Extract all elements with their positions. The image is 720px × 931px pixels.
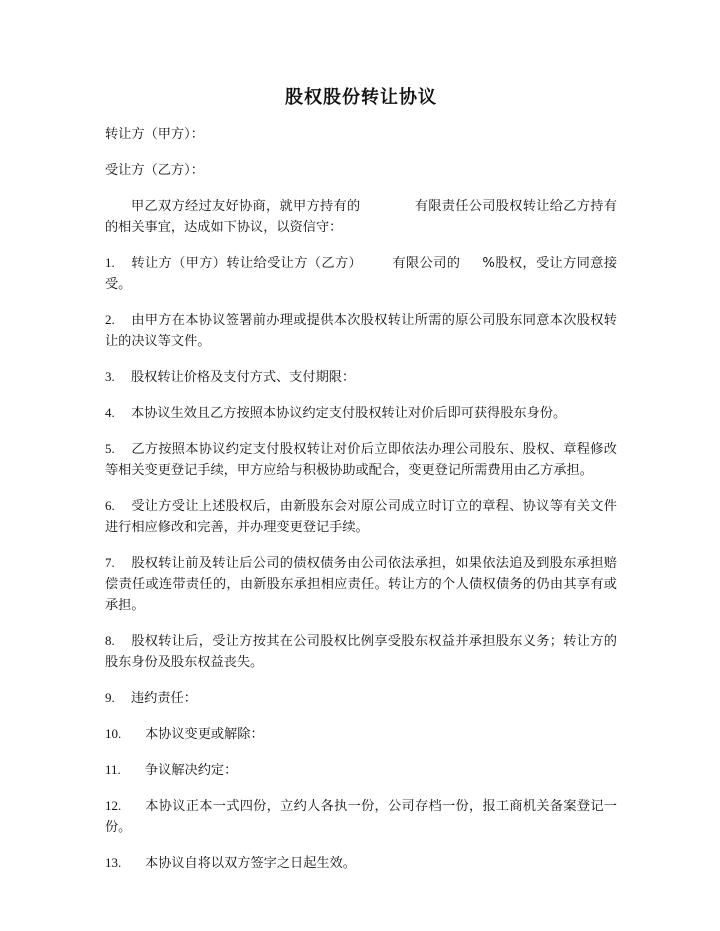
clause-text: 乙方按照本协议约定支付股权转让对价后立即依法办理公司股东、股权、章程修改等相关变更登记手续，甲方应给与积极协助或配合，变更登记所需费用由乙方承担。 [105,442,617,478]
clause-7 [105,552,617,616]
transferee-line: 受让方（乙方）： [105,163,204,178]
clause-2 [105,309,617,352]
clause-number: 11. [105,762,121,777]
clause-6 [105,495,617,538]
clause-text: 违约责任： [131,691,197,706]
clause-3 [105,366,617,388]
clause-13 [105,852,617,874]
clause-text: 本协议生效且乙方按照本协议约定支付股权转让对价后即可获得股东身份。 [131,406,567,421]
clause-text: 争议解决约定： [145,763,238,778]
clause-10 [105,723,617,745]
clause-number: 6. [105,498,115,513]
clause-1 [105,252,617,295]
clause-12 [105,795,617,838]
clause-number: 12. [105,798,122,813]
clause-text: 本协议自将以双方签字之日起生效。 [145,856,356,871]
clause-8 [105,630,617,673]
clause-text: 本协议变更或解除： [145,727,264,742]
clause-text: 股权转让价格及支付方式、支付期限： [131,370,356,385]
clause-number: 10. [105,726,122,741]
clause-number: 2. [105,312,115,327]
document-page [105,86,617,888]
clause-number: 13. [105,855,122,870]
clause-text: 转让方（甲方）转让给受让方（乙方） [131,256,363,271]
clause-number: 5. [105,441,115,456]
clause-number: 3. [105,369,115,384]
clause-number: 7. [105,555,115,570]
clause-number: 9. [105,690,115,705]
intro-part2: 有限责任公司股权转让给乙方持有的相关事宜，达成如下协议，以资信守： [105,199,617,235]
clause-text: %股权，受让方同意接受。 [105,256,618,292]
clause-number: 8. [105,633,115,648]
clause-text: 由甲方在本协议签署前办理或提供本次股权转让所需的原公司股东同意本次股权转让的决议等文件。 [105,313,617,349]
clause-text: 股权转让后，受让方按其在公司股权比例享受股东权益并承担股东义务；转让方的股东身份及股东权益丧失。 [105,634,617,670]
intro-part1: 甲乙双方经过友好协商，就甲方持有的 [131,199,361,214]
clause-text: 有限公司的 [392,256,461,271]
clause-text: 本协议正本一式四份，立约人各执一份，公司存档一份，报工商机关备案登记一份。 [105,799,617,835]
clause-number: 4. [105,405,115,420]
clause-9 [105,687,617,709]
clause-11 [105,759,617,781]
clause-4 [105,402,617,424]
clause-5 [105,438,617,481]
intro-paragraph [105,196,617,238]
clause-text: 受让方受让上述股权后，由新股东会对原公司成立时订立的章程、协议等有关文件进行相应修改和完善，并办理变更登记手续。 [105,499,617,535]
clause-number: 1. [105,255,115,270]
transferor-line: 转让方（甲方）： [105,127,204,142]
clause-text: 股权转让前及转让后公司的债权债务由公司依法承担，如果依法追及到股东承担赔偿责任或连带责任的，由新股东承担相应责任。转让方的个人债权债务的仍由其享有或承担。 [105,556,617,613]
document-title: 股权股份转让协议 [285,87,437,108]
